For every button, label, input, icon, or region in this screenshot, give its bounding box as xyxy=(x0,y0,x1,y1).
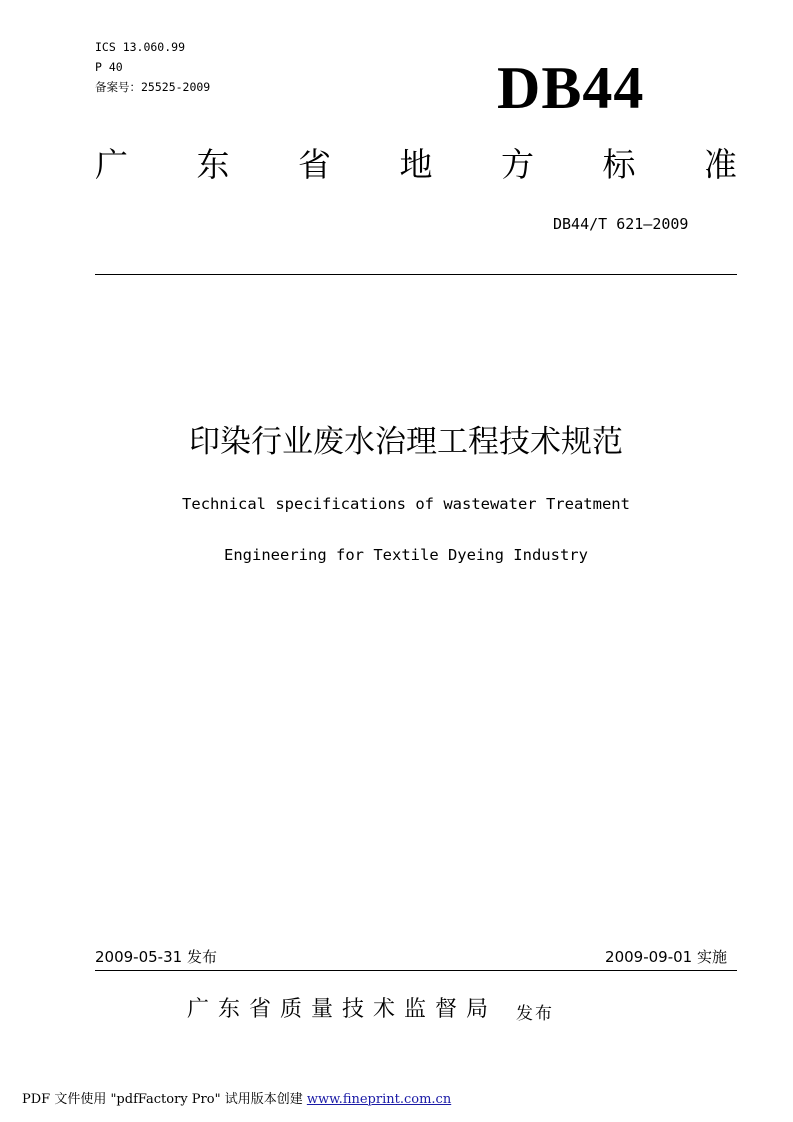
pdf-footer-text: PDF 文件使用 "pdfFactory Pro" 试用版本创建 xyxy=(22,1092,307,1107)
footer-divider xyxy=(95,970,737,971)
publisher-name: 广东省质量技术监督局 xyxy=(187,997,498,1022)
standard-number: DB44/T 621—2009 xyxy=(553,215,689,233)
fineprint-link[interactable]: www.fineprint.com.cn xyxy=(306,1092,452,1107)
header-divider xyxy=(95,274,737,275)
issue-date: 2009-05-31 发布 xyxy=(95,948,217,966)
standard-type-char: 省 xyxy=(298,145,331,184)
standard-type-char: 东 xyxy=(196,145,230,184)
standard-type-char: 地 xyxy=(399,145,433,184)
standard-type-char: 广 xyxy=(95,145,128,184)
document-title-chinese: 印染行业废水治理工程技术规范 xyxy=(189,424,623,460)
standard-type-heading xyxy=(95,142,737,188)
filing-number: 备案号：25525-2009 xyxy=(95,80,211,94)
classification-code: P 40 xyxy=(95,60,123,74)
standard-type-char: 标 xyxy=(602,145,636,184)
document-title-english-line1: Technical specifications of wastewater Treatment xyxy=(182,495,630,513)
document-title-english-line2: Engineering for Textile Dyeing Industry xyxy=(224,546,588,564)
standard-type-char: 方 xyxy=(501,145,534,184)
implementation-date: 2009-09-01 实施 xyxy=(605,948,727,966)
pdf-footer xyxy=(22,1091,451,1109)
publisher-suffix: 发布 xyxy=(516,1004,554,1024)
ics-code: ICS 13.060.99 xyxy=(95,40,186,54)
db-code-logo: DB44 xyxy=(497,55,645,121)
standard-type-char: 准 xyxy=(704,145,737,184)
